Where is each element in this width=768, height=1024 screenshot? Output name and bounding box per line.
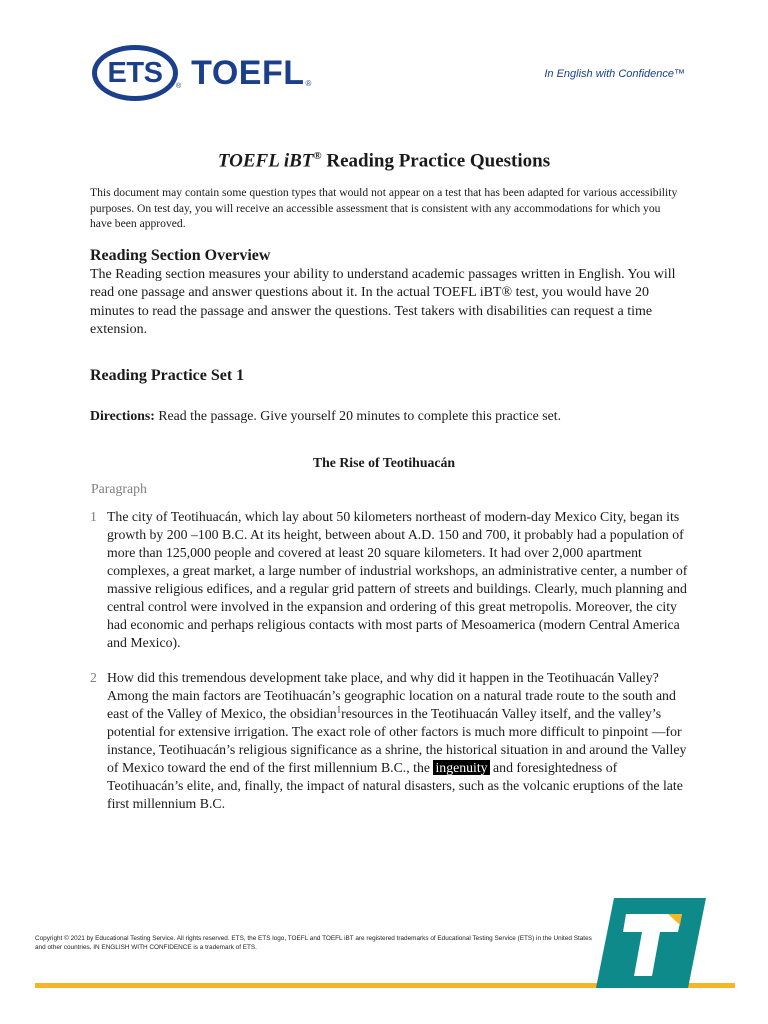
paragraph-number: 1: [90, 509, 97, 524]
highlighted-word[interactable]: ingenuity: [435, 760, 488, 775]
toefl-logo-text: TOEFL: [191, 53, 305, 92]
copyright-notice: Copyright © 2021 by Educational Testing Service. All rights reserved. ETS, the ETS logo, TOEFL and TOEFL iBT are registered trademarks of Educational Testing Service (ETS) in the United States and other countries. IN ENGLISH WITH CONFIDENCE is a trademark of ETS.: [35, 935, 592, 951]
directions-text: Read the passage. Give yourself 20 minutes to complete this practice set.: [154, 408, 562, 423]
footnote-marker[interactable]: 1: [336, 704, 342, 715]
toefl-t-logo: [596, 898, 706, 988]
paragraph-label: Paragraph: [91, 481, 147, 496]
paragraph-text: [107, 669, 690, 813]
paragraph-text: The city of Teotihuacán, which lay about 50 kilometers northeast of modern-day Mexico City, began its growth by 200 –100 B.C. At its height, between about A.D. 150 and 700, it probably had a population of more than 125,000 people and covered at least 20 square kilometers. It had over 2,000 apartment complexes, a great market, a large number of industrial workshops, an administrative center, a number of massive religious edifices, and a regular grid pattern of streets and buildings. Clearly, much planning and central control were involved in the expansion and ordering of this great metropolis. Moreover, the city had economic and perhaps religious contacts with most parts of Mesoamerica (modern Central America and Mexico).: [107, 509, 688, 650]
paragraph-2: [90, 669, 690, 813]
directions: [90, 408, 561, 424]
toefl-registered-mark: ®: [305, 78, 312, 88]
ets-logo: [92, 45, 178, 101]
title-brand: TOEFL iBT: [217, 150, 314, 172]
document-title: [0, 150, 768, 172]
ets-registered-mark: ®: [176, 82, 182, 90]
directions-label: Directions:: [90, 408, 155, 423]
overview-heading: Reading Section Overview: [90, 247, 271, 264]
ets-logo-text: ETS: [107, 56, 163, 89]
practice-set-heading: Reading Practice Set 1: [90, 367, 245, 384]
passage-title: The Rise of Teotihuacán: [312, 455, 456, 470]
tagline: In English with Confidence™: [544, 68, 685, 80]
paragraph-text-part: resources in the Teotihuacán Valley itself, and the valley’s potential for extensive irrigation. The exact role of other factors is much more difficult to pinpoint —for instance, Teotihuacán’s religious significance as a shrine, the historical situation in and around the Valley of Mexico toward the end of the first millennium B.C., the: [107, 706, 687, 775]
ets-toefl-logo: [92, 40, 311, 106]
paragraph-text-part: How did this tremendous development take place, and why did it happen in the Teotihuacán Valley? Among the main factors are Teotihuacán’s geographic location on a natural trade route to the south and east of the Valley of Mexico, the obsidian: [107, 670, 676, 721]
title-registered-mark: ®: [313, 150, 322, 162]
title-rest: Reading Practice Questions: [321, 150, 551, 172]
paragraph-1: [90, 508, 690, 652]
overview-text: The Reading section measures your ability to understand academic passages written in English. You will read one passage and answer questions about it. In the actual TOEFL iBT® test, you would have 20 minutes to read the passage and answer the questions. Test takers with disabilities can request a time extension.: [90, 267, 676, 337]
accessibility-notice: This document may contain some question types that would not appear on a test that has been adapted for various accessibility purposes. On test day, you will receive an accessible assessment that is consistent with any accommodations for which you have been approved.: [90, 186, 678, 230]
paragraph-number: 2: [90, 670, 97, 685]
paragraph-text-part: and foresightedness of Teotihuacán’s elite, and, finally, the impact of natural disasters, such as the volcanic eruptions of the late first millennium B.C.: [107, 760, 683, 811]
